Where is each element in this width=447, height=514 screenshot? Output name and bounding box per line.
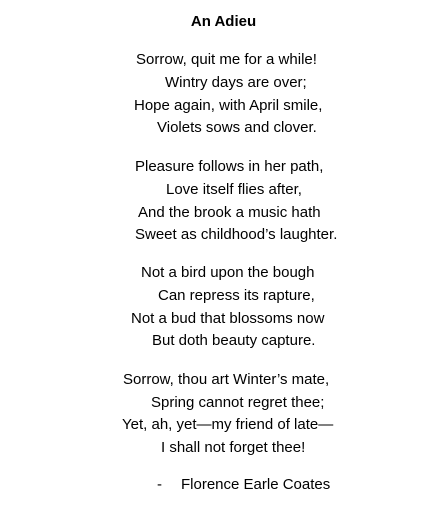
poem-line: But doth beauty capture. bbox=[152, 332, 316, 349]
poem-line: Sorrow, thou art Winter’s mate, bbox=[123, 371, 330, 388]
poem-line: Not a bud that blossoms now bbox=[131, 310, 325, 327]
poem-line: Yet, ah, yet—my friend of late— bbox=[122, 416, 334, 433]
poem-line: I shall not forget thee! bbox=[161, 439, 306, 456]
poem-title: An Adieu bbox=[190, 13, 257, 30]
poem-line: Pleasure follows in her path, bbox=[135, 158, 324, 175]
poem-line: And the brook a music hath bbox=[138, 204, 321, 221]
poem-line: Not a bird upon the bough bbox=[141, 264, 315, 281]
poem-attribution bbox=[157, 475, 330, 495]
author-name: Florence Earle Coates bbox=[181, 476, 331, 493]
poem-line: Wintry days are over; bbox=[165, 74, 307, 91]
poem-line: Violets sows and clover. bbox=[157, 119, 317, 136]
poem-line: Hope again, with April smile, bbox=[134, 97, 323, 114]
poem-line: Sorrow, quit me for a while! bbox=[136, 51, 317, 68]
poem-line: Sweet as childhood’s laughter. bbox=[135, 226, 338, 243]
poem-line: Can repress its rapture, bbox=[158, 287, 315, 304]
poem-line: Love itself flies after, bbox=[166, 181, 302, 198]
attribution-dash: - bbox=[157, 476, 162, 493]
poem-line: Spring cannot regret thee; bbox=[151, 394, 325, 411]
